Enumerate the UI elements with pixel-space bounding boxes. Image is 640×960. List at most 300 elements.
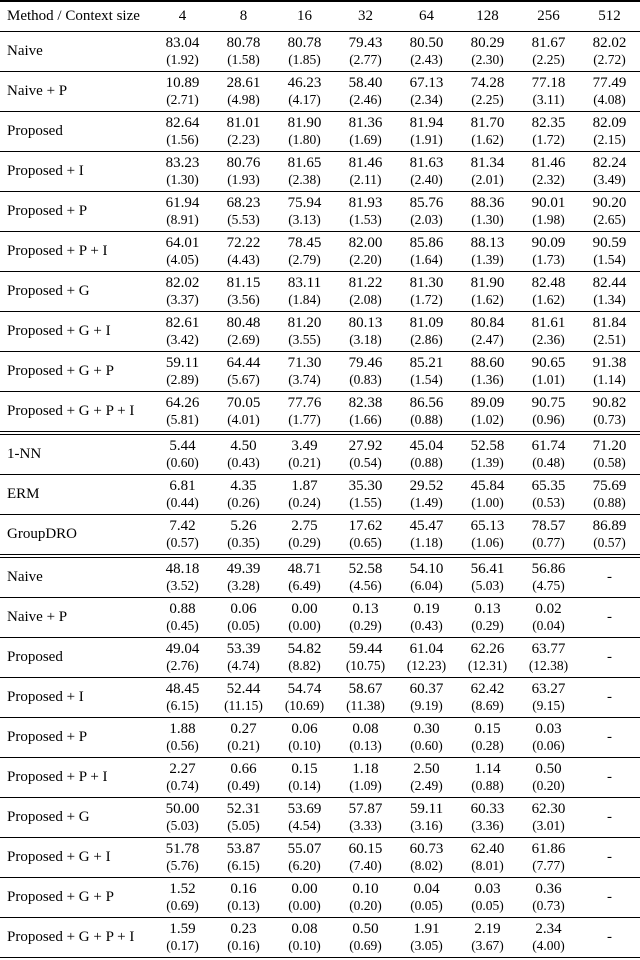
mean-value: 81.70	[470, 115, 505, 131]
std-value: (2.65)	[593, 212, 626, 227]
value-cell	[396, 475, 457, 515]
value-cell	[457, 758, 518, 798]
method-cell: Naive + P	[7, 609, 68, 625]
value-cell	[396, 838, 457, 878]
std-value: (0.00)	[288, 898, 321, 913]
mean-value: 61.04	[409, 641, 444, 657]
std-value: (9.15)	[532, 698, 565, 713]
mean-value: 5.26	[230, 518, 257, 534]
value-cell	[457, 352, 518, 392]
std-value: (2.72)	[593, 52, 626, 67]
value-cell	[213, 798, 274, 838]
std-value: (0.74)	[166, 778, 199, 793]
value-cell	[518, 435, 579, 475]
value-cell	[457, 558, 518, 598]
std-value: (1.62)	[532, 292, 565, 307]
std-value: (8.91)	[166, 212, 199, 227]
mean-value: 64.01	[165, 235, 200, 251]
mean-value: 90.01	[531, 195, 566, 211]
value-cell	[335, 232, 396, 272]
value-cell	[213, 72, 274, 112]
value-cell	[518, 32, 579, 72]
value-cell	[213, 112, 274, 152]
table-row	[0, 112, 640, 152]
missing-value-dash: -	[607, 849, 612, 865]
value-cell	[213, 838, 274, 878]
value-cell	[518, 758, 579, 798]
method-cell: Proposed + G + I	[7, 849, 111, 865]
std-value: (2.46)	[349, 92, 382, 107]
mean-value: 83.23	[165, 155, 200, 171]
table-row	[0, 798, 640, 838]
mean-value: 51.78	[165, 841, 200, 857]
mean-value: 88.36	[470, 195, 505, 211]
table-row	[0, 435, 640, 475]
std-value: (1.66)	[349, 412, 382, 427]
mean-value: 52.44	[226, 681, 261, 697]
mean-value: 45.47	[409, 518, 444, 534]
std-value: (2.51)	[593, 332, 626, 347]
std-value: (1.91)	[410, 132, 443, 147]
mean-value: 0.88	[169, 601, 196, 617]
value-cell	[335, 718, 396, 758]
value-cell	[396, 718, 457, 758]
std-value: (1.39)	[471, 252, 504, 267]
mean-value: 2.75	[291, 518, 318, 534]
mean-value: 79.43	[348, 35, 383, 51]
value-cell	[213, 392, 274, 432]
table-row	[0, 718, 640, 758]
table-row	[0, 475, 640, 515]
value-cell	[274, 475, 335, 515]
value-cell	[274, 918, 335, 958]
value-cell	[396, 798, 457, 838]
value-cell	[274, 558, 335, 598]
value-cell	[579, 272, 640, 312]
value-cell	[335, 352, 396, 392]
value-cell	[457, 598, 518, 638]
mean-value: 81.84	[592, 315, 627, 331]
missing-value-dash: -	[607, 929, 612, 945]
value-cell	[152, 798, 213, 838]
mean-value: 29.52	[409, 478, 444, 494]
std-value: (0.24)	[288, 495, 321, 510]
value-cell	[335, 598, 396, 638]
column-header-context-4: 4	[178, 8, 187, 24]
std-value: (0.20)	[532, 778, 565, 793]
std-value: (12.23)	[406, 658, 447, 673]
std-value: (0.29)	[471, 618, 504, 633]
table-row	[0, 32, 640, 72]
value-cell	[152, 32, 213, 72]
std-value: (1.54)	[593, 252, 626, 267]
mean-value: 80.76	[226, 155, 261, 171]
table-row	[0, 878, 640, 918]
std-value: (0.10)	[288, 938, 321, 953]
mean-value: 81.46	[531, 155, 566, 171]
missing-value-dash: -	[607, 729, 612, 745]
mean-value: 35.30	[348, 478, 383, 494]
missing-value-dash: -	[607, 649, 612, 665]
mean-value: 49.04	[165, 641, 200, 657]
std-value: (0.77)	[532, 535, 565, 550]
std-value: (1.56)	[166, 132, 199, 147]
value-cell	[518, 352, 579, 392]
table-header	[0, 1, 640, 32]
table-row	[0, 558, 640, 598]
value-cell	[335, 918, 396, 958]
std-value: (2.76)	[166, 658, 199, 673]
mean-value: 1.14	[474, 761, 501, 777]
mean-value: 82.61	[165, 315, 200, 331]
std-value: (0.21)	[288, 455, 321, 470]
std-value: (8.01)	[471, 858, 504, 873]
mean-value: 0.36	[535, 881, 562, 897]
mean-value: 4.35	[230, 478, 257, 494]
value-cell	[335, 798, 396, 838]
missing-value-dash: -	[607, 689, 612, 705]
mean-value: 53.87	[226, 841, 261, 857]
mean-value: 75.94	[287, 195, 322, 211]
mean-value: 0.66	[230, 761, 257, 777]
std-value: (0.73)	[593, 412, 626, 427]
value-cell	[335, 475, 396, 515]
value-cell	[152, 312, 213, 352]
mean-value: 52.58	[348, 561, 383, 577]
std-value: (0.65)	[349, 535, 382, 550]
mean-value: 77.49	[592, 75, 627, 91]
std-value: (1.85)	[288, 52, 321, 67]
value-cell	[396, 918, 457, 958]
value-cell	[518, 918, 579, 958]
mean-value: 54.82	[287, 641, 322, 657]
std-value: (4.98)	[227, 92, 260, 107]
table-section-3	[0, 558, 640, 958]
value-cell	[335, 638, 396, 678]
mean-value: 1.59	[169, 921, 196, 937]
mean-value: 81.01	[226, 115, 261, 131]
std-value: (0.69)	[349, 938, 382, 953]
value-cell	[213, 152, 274, 192]
mean-value: 78.45	[287, 235, 322, 251]
value-cell	[152, 352, 213, 392]
std-value: (1.06)	[471, 535, 504, 550]
value-cell	[335, 192, 396, 232]
std-value: (2.25)	[471, 92, 504, 107]
std-value: (0.88)	[410, 455, 443, 470]
mean-value: 61.94	[165, 195, 200, 211]
std-value: (4.54)	[288, 818, 321, 833]
mean-value: 1.52	[169, 881, 196, 897]
mean-value: 81.90	[470, 275, 505, 291]
value-cell	[274, 598, 335, 638]
mean-value: 81.93	[348, 195, 383, 211]
value-cell	[274, 838, 335, 878]
std-value: (2.34)	[410, 92, 443, 107]
std-value: (1.30)	[166, 172, 199, 187]
value-cell	[152, 678, 213, 718]
mean-value: 78.57	[531, 518, 566, 534]
value-cell	[152, 152, 213, 192]
mean-value: 0.19	[413, 601, 440, 617]
mean-value: 82.64	[165, 115, 200, 131]
value-cell	[274, 312, 335, 352]
value-cell	[152, 878, 213, 918]
std-value: (0.53)	[532, 495, 565, 510]
value-cell	[274, 272, 335, 312]
value-cell	[274, 72, 335, 112]
mean-value: 80.78	[287, 35, 322, 51]
table-row	[0, 312, 640, 352]
mean-value: 90.59	[592, 235, 627, 251]
value-cell	[335, 72, 396, 112]
mean-value: 62.26	[470, 641, 505, 657]
mean-value: 48.18	[165, 561, 200, 577]
mean-value: 46.23	[287, 75, 322, 91]
mean-value: 50.00	[165, 801, 200, 817]
mean-value: 58.67	[348, 681, 383, 697]
mean-value: 0.08	[291, 921, 318, 937]
missing-value-dash: -	[607, 769, 612, 785]
mean-value: 6.81	[169, 478, 196, 494]
std-value: (1.58)	[227, 52, 260, 67]
mean-value: 52.58	[470, 438, 505, 454]
value-cell	[457, 392, 518, 432]
std-value: (9.19)	[410, 698, 443, 713]
value-cell	[274, 112, 335, 152]
std-value: (1.55)	[349, 495, 382, 510]
std-value: (1.84)	[288, 292, 321, 307]
value-cell	[457, 272, 518, 312]
table-row	[0, 232, 640, 272]
std-value: (2.79)	[288, 252, 321, 267]
value-cell	[213, 312, 274, 352]
std-value: (6.15)	[166, 698, 199, 713]
column-header-context-128: 128	[476, 8, 499, 24]
std-value: (0.88)	[410, 412, 443, 427]
std-value: (8.82)	[288, 658, 321, 673]
value-cell	[396, 112, 457, 152]
mean-value: 82.09	[592, 115, 627, 131]
value-cell	[396, 515, 457, 555]
mean-value: 62.30	[531, 801, 566, 817]
method-cell: Proposed + I	[7, 163, 84, 179]
value-cell	[213, 598, 274, 638]
mean-value: 2.19	[474, 921, 501, 937]
mean-value: 81.20	[287, 315, 322, 331]
std-value: (2.69)	[227, 332, 260, 347]
value-cell	[213, 352, 274, 392]
mean-value: 65.13	[470, 518, 505, 534]
mean-value: 0.06	[291, 721, 318, 737]
value-cell	[335, 678, 396, 718]
std-value: (1.72)	[532, 132, 565, 147]
table-row	[0, 678, 640, 718]
header-row	[0, 1, 640, 32]
mean-value: 82.48	[531, 275, 566, 291]
std-value: (10.75)	[345, 658, 386, 673]
mean-value: 81.22	[348, 275, 383, 291]
value-cell	[335, 392, 396, 432]
value-cell	[152, 718, 213, 758]
std-value: (1.73)	[532, 252, 565, 267]
method-cell: Naive	[7, 569, 43, 585]
std-value: (1.72)	[410, 292, 443, 307]
value-cell	[152, 598, 213, 638]
value-cell	[579, 192, 640, 232]
value-cell	[274, 638, 335, 678]
std-value: (2.47)	[471, 332, 504, 347]
method-cell: Proposed + G + P + I	[7, 929, 135, 945]
method-cell: 1-NN	[7, 446, 42, 462]
table-row	[0, 838, 640, 878]
mean-value: 52.31	[226, 801, 261, 817]
mean-value: 49.39	[226, 561, 261, 577]
value-cell	[396, 678, 457, 718]
table-row	[0, 72, 640, 112]
method-cell: Proposed + G + P	[7, 363, 114, 379]
std-value: (1.34)	[593, 292, 626, 307]
std-value: (2.89)	[166, 372, 199, 387]
mean-value: 85.86	[409, 235, 444, 251]
value-cell	[396, 312, 457, 352]
mean-value: 56.86	[531, 561, 566, 577]
std-value: (1.01)	[532, 372, 565, 387]
std-value: (6.20)	[288, 858, 321, 873]
value-cell	[457, 718, 518, 758]
value-cell	[579, 232, 640, 272]
std-value: (6.04)	[410, 578, 443, 593]
value-cell	[579, 878, 640, 918]
mean-value: 75.69	[592, 478, 627, 494]
missing-value-dash: -	[607, 889, 612, 905]
std-value: (0.45)	[166, 618, 199, 633]
mean-value: 2.34	[535, 921, 562, 937]
mean-value: 0.23	[230, 921, 257, 937]
mean-value: 80.29	[470, 35, 505, 51]
value-cell	[213, 638, 274, 678]
std-value: (2.08)	[349, 292, 382, 307]
std-value: (3.11)	[532, 92, 565, 107]
mean-value: 56.41	[470, 561, 505, 577]
mean-value: 89.09	[470, 395, 505, 411]
std-value: (2.11)	[349, 172, 382, 187]
std-value: (4.75)	[532, 578, 565, 593]
std-value: (0.16)	[227, 938, 260, 953]
mean-value: 5.44	[169, 438, 196, 454]
mean-value: 7.42	[169, 518, 196, 534]
std-value: (2.25)	[532, 52, 565, 67]
mean-value: 65.35	[531, 478, 566, 494]
value-cell	[579, 72, 640, 112]
std-value: (11.15)	[224, 698, 263, 713]
std-value: (2.23)	[227, 132, 260, 147]
value-cell	[518, 72, 579, 112]
std-value: (0.60)	[410, 738, 443, 753]
std-value: (1.39)	[471, 455, 504, 470]
mean-value: 64.26	[165, 395, 200, 411]
value-cell	[152, 515, 213, 555]
mean-value: 0.30	[413, 721, 440, 737]
value-cell	[335, 152, 396, 192]
mean-value: 1.91	[413, 921, 440, 937]
mean-value: 0.16	[230, 881, 257, 897]
std-value: (0.14)	[288, 778, 321, 793]
column-header-context-64: 64	[419, 8, 434, 24]
value-cell	[457, 638, 518, 678]
mean-value: 82.00	[348, 235, 383, 251]
std-value: (4.00)	[532, 938, 565, 953]
value-cell	[579, 718, 640, 758]
std-value: (4.43)	[227, 252, 260, 267]
column-header-context-8: 8	[239, 8, 248, 24]
mean-value: 0.13	[352, 601, 379, 617]
value-cell	[396, 598, 457, 638]
value-cell	[335, 878, 396, 918]
mean-value: 81.30	[409, 275, 444, 291]
std-value: (1.36)	[471, 372, 504, 387]
std-value: (0.44)	[166, 495, 199, 510]
mean-value: 86.89	[592, 518, 627, 534]
mean-value: 48.71	[287, 561, 322, 577]
std-value: (0.29)	[349, 618, 382, 633]
method-cell: Naive + P	[7, 83, 68, 99]
mean-value: 83.04	[165, 35, 200, 51]
std-value: (3.33)	[349, 818, 382, 833]
value-cell	[579, 435, 640, 475]
column-header-context-32: 32	[358, 8, 373, 24]
std-value: (1.30)	[471, 212, 504, 227]
value-cell	[579, 312, 640, 352]
std-value: (1.18)	[410, 535, 443, 550]
value-cell	[457, 232, 518, 272]
std-value: (0.26)	[227, 495, 260, 510]
method-cell: Proposed + I	[7, 689, 84, 705]
value-cell	[152, 72, 213, 112]
mean-value: 0.04	[413, 881, 440, 897]
mean-value: 81.15	[226, 275, 261, 291]
value-cell	[152, 272, 213, 312]
std-value: (5.67)	[227, 372, 260, 387]
value-cell	[457, 112, 518, 152]
std-value: (0.00)	[288, 618, 321, 633]
mean-value: 17.62	[348, 518, 383, 534]
value-cell	[518, 878, 579, 918]
value-cell	[213, 232, 274, 272]
mean-value: 64.44	[226, 355, 261, 371]
value-cell	[152, 475, 213, 515]
value-cell	[579, 475, 640, 515]
value-cell	[335, 515, 396, 555]
value-cell	[152, 435, 213, 475]
value-cell	[274, 798, 335, 838]
std-value: (0.58)	[593, 455, 626, 470]
value-cell	[579, 352, 640, 392]
mean-value: 77.18	[531, 75, 566, 91]
mean-value: 0.00	[291, 601, 318, 617]
mean-value: 80.78	[226, 35, 261, 51]
value-cell	[579, 112, 640, 152]
std-value: (8.02)	[410, 858, 443, 873]
mean-value: 45.84	[470, 478, 505, 494]
value-cell	[457, 475, 518, 515]
value-cell	[457, 515, 518, 555]
std-value: (12.31)	[467, 658, 508, 673]
std-value: (6.15)	[227, 858, 260, 873]
value-cell	[213, 758, 274, 798]
value-cell	[213, 32, 274, 72]
mean-value: 71.20	[592, 438, 627, 454]
